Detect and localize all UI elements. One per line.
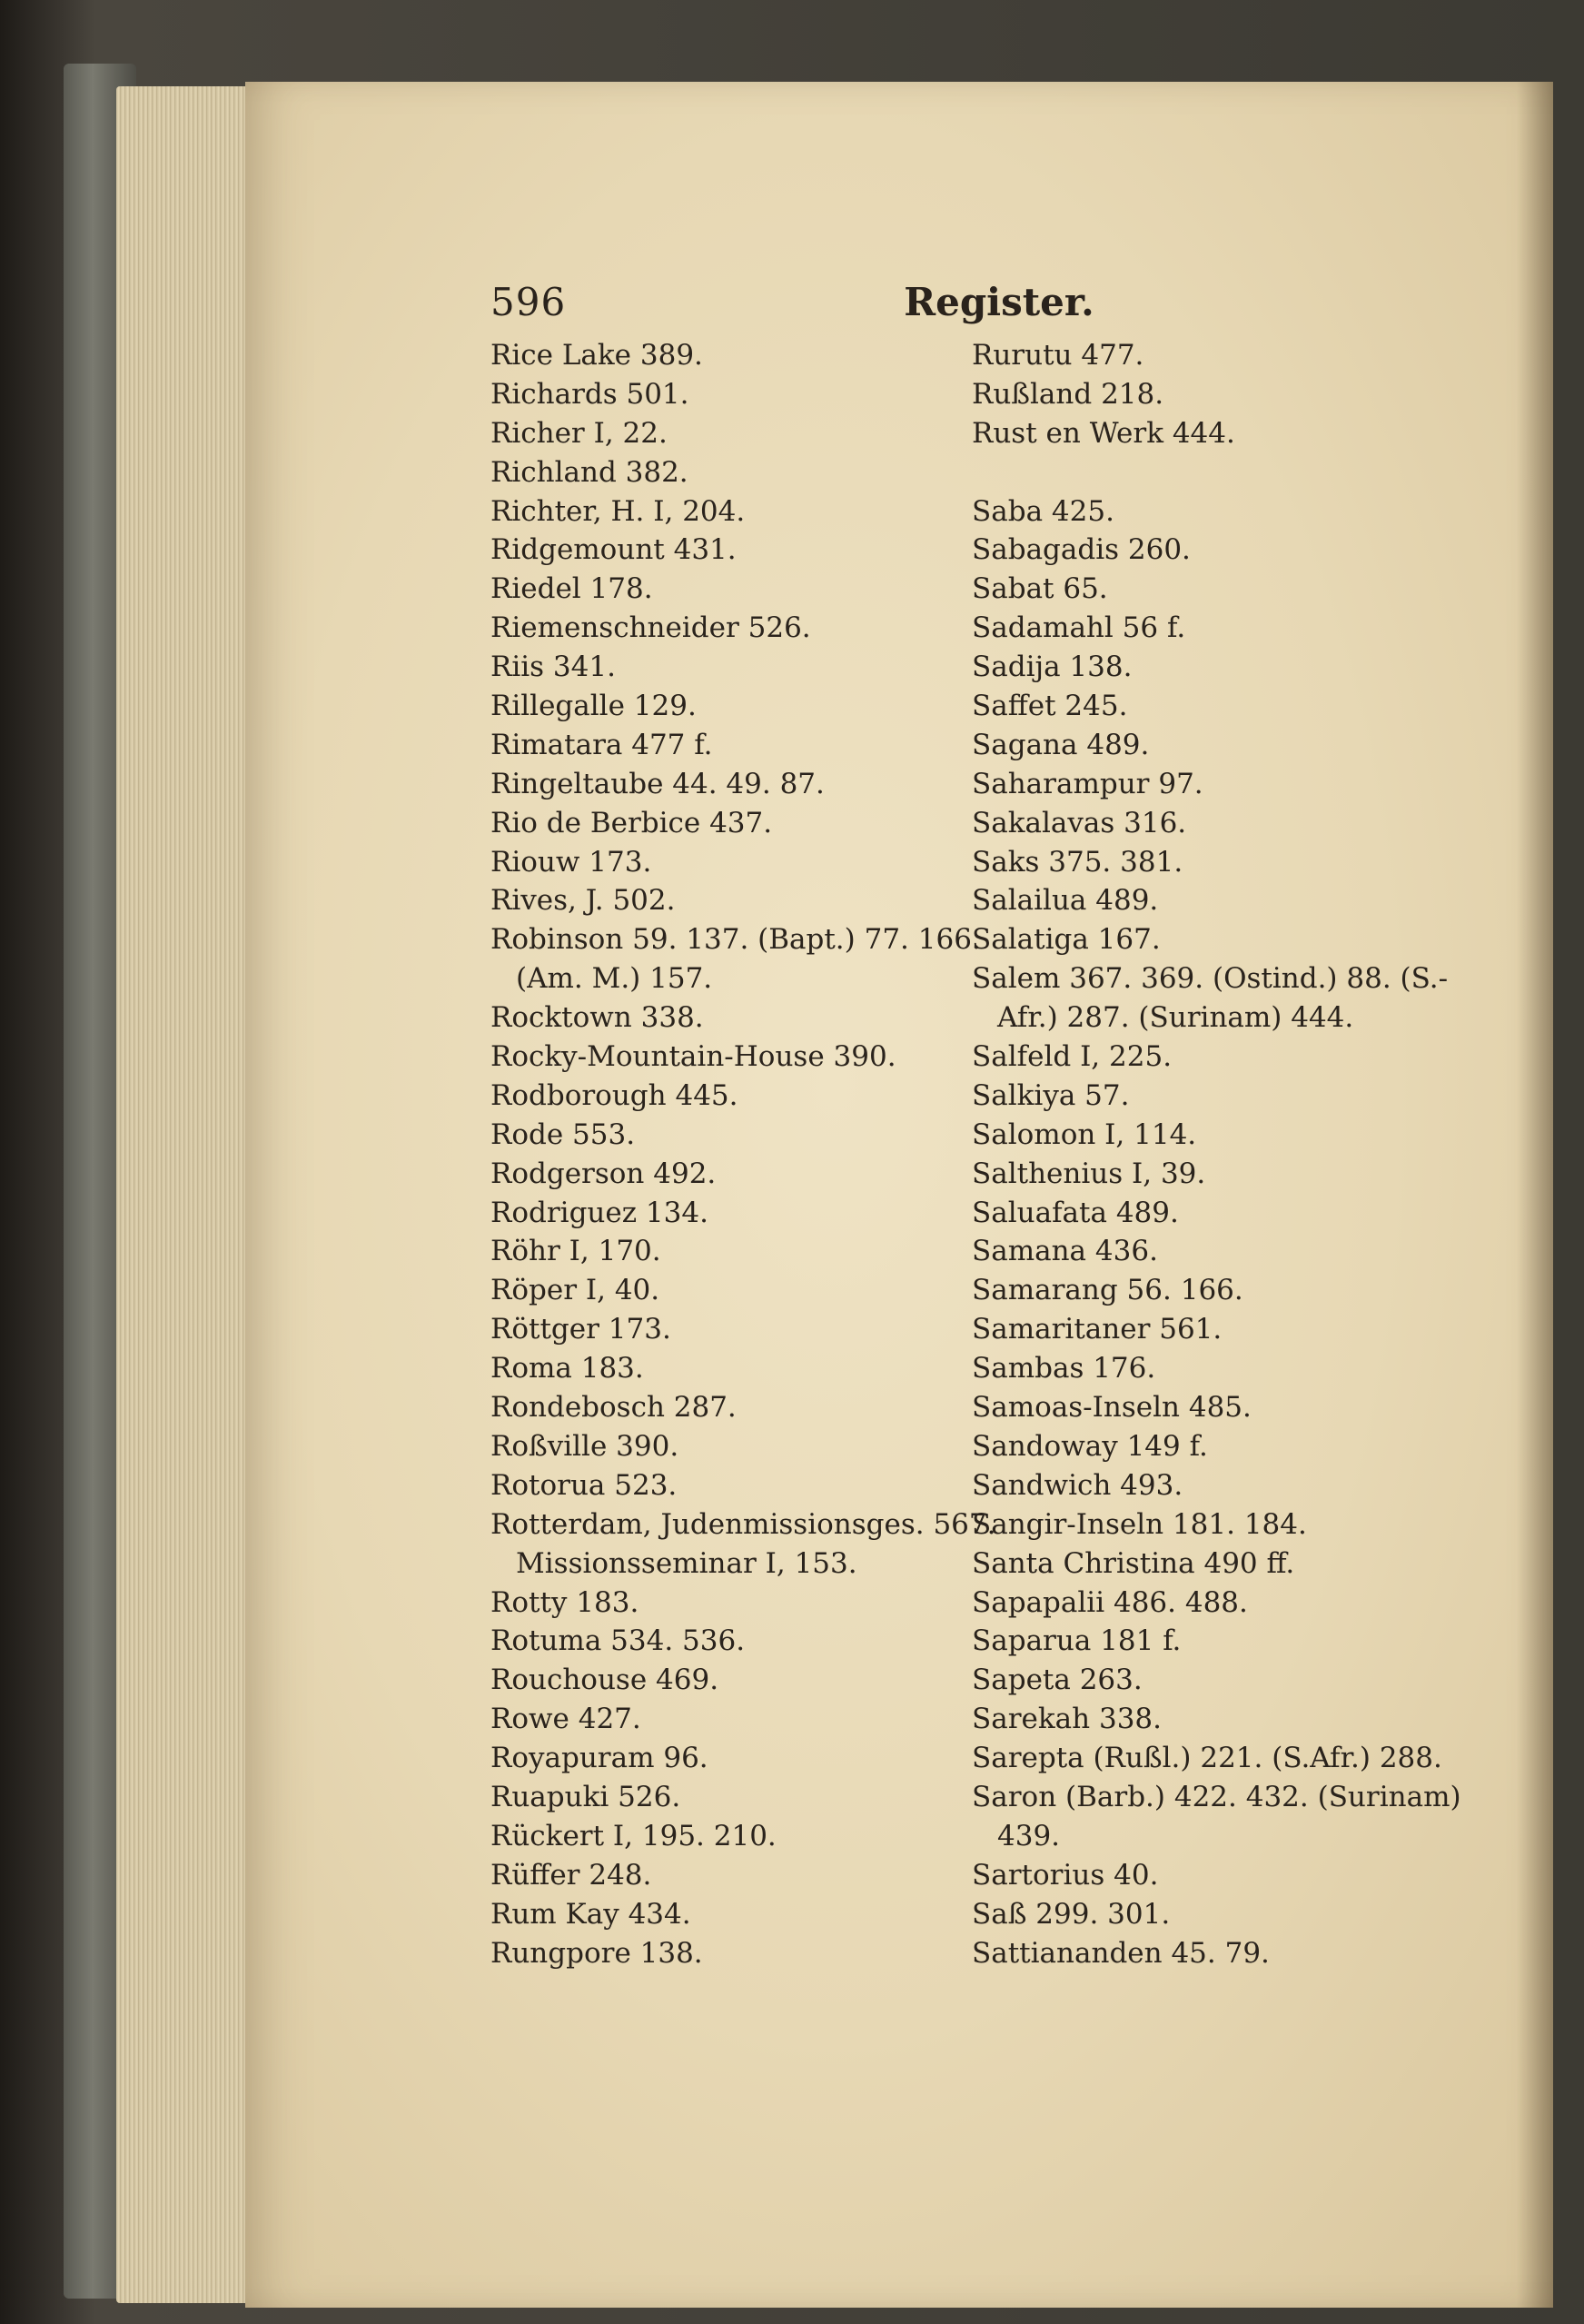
index-entry: Rocky-Mountain-House 390.	[490, 1040, 896, 1074]
index-entry: Rust en Werk 444.	[972, 416, 1235, 450]
index-entry: Roßville 390.	[490, 1429, 679, 1463]
index-entry: Rouchouse 469.	[490, 1664, 719, 1697]
index-entry: Riedel 178.	[490, 572, 653, 606]
index-entry: Saffet 245.	[972, 690, 1128, 723]
index-entry: Sabat 65.	[972, 572, 1108, 606]
page-number: 596	[490, 280, 567, 324]
index-entry: Samana 436.	[972, 1235, 1158, 1268]
index-entry: Rives, J. 502.	[490, 884, 676, 918]
index-entry: Riis 341.	[490, 651, 616, 684]
index-entry: Salthenius I, 39.	[972, 1157, 1206, 1190]
index-entry: Salatiga 167.	[972, 923, 1161, 957]
index-entry: Riemenschneider 526.	[490, 611, 811, 645]
index-entry: Rice Lake 389.	[490, 339, 703, 372]
index-entry: Missionsseminar I, 153.	[516, 1546, 857, 1580]
index-entry: Royapuram 96.	[490, 1742, 708, 1775]
index-entry: Sartorius 40.	[972, 1858, 1159, 1892]
index-entry: Sapeta 263.	[972, 1664, 1143, 1697]
index-entry: Rode 553.	[490, 1117, 636, 1151]
index-entry: Rimatara 477 f.	[490, 728, 713, 761]
index-entry: Saba 425.	[972, 494, 1114, 528]
index-entry: Samoas-Inseln 485.	[972, 1391, 1252, 1425]
index-entry: Rum Kay 434.	[490, 1897, 691, 1931]
index-entry: Sarepta (Rußl.) 221. (S.Afr.) 288.	[972, 1742, 1442, 1775]
index-entry: Rotterdam, Judenmissionsges. 567.	[490, 1507, 996, 1541]
index-entry: Rodriguez 134.	[490, 1196, 708, 1229]
running-head: Register.	[904, 280, 1094, 324]
index-entry: Sambas 176.	[972, 1352, 1156, 1385]
index-entry: Rillegalle 129.	[490, 690, 697, 723]
index-entry: Sagana 489.	[972, 728, 1150, 761]
index-entry: Santa Christina 490 ff.	[972, 1546, 1295, 1580]
index-entry: Sandoway 149 f.	[972, 1429, 1208, 1463]
index-column-right	[972, 336, 1517, 1972]
index-entry: Sangir-Inseln 181. 184.	[972, 1507, 1307, 1541]
index-entry: Rocktown 338.	[490, 1001, 704, 1035]
index-entry: Sabagadis 260.	[972, 533, 1191, 567]
index-entry: Ridgemount 431.	[490, 533, 737, 567]
index-entry: Saluafata 489.	[972, 1196, 1179, 1229]
index-entry: Richer I, 22.	[490, 416, 668, 450]
page-edges	[116, 86, 262, 2303]
index-entry: Rotty 183.	[490, 1585, 639, 1619]
index-column-left	[490, 336, 999, 1972]
index-entry: Röper I, 40.	[490, 1274, 660, 1307]
index-entry	[972, 453, 1517, 492]
index-entry: Rußland 218.	[972, 377, 1164, 411]
index-entry: Rüffer 248.	[490, 1858, 652, 1892]
index-entry: Rio de Berbice 437.	[490, 806, 773, 839]
index-entry: Sandwich 493.	[972, 1468, 1183, 1502]
index-entry: Saparua 181 f.	[972, 1624, 1182, 1658]
index-entry: Saß 299. 301.	[972, 1897, 1171, 1931]
index-entry: Saks 375. 381.	[972, 845, 1183, 879]
index-entry: Rurutu 477.	[972, 339, 1144, 372]
index-entry: Sakalavas 316.	[972, 806, 1187, 839]
index-entry: Sattiananden 45. 79.	[972, 1936, 1270, 1970]
book-page	[245, 82, 1553, 2308]
index-entry: Rodgerson 492.	[490, 1157, 717, 1190]
index-entry: Salomon I, 114.	[972, 1117, 1197, 1151]
index-entry: Salailua 489.	[972, 884, 1159, 918]
index-entry: Rungpore 138.	[490, 1936, 703, 1970]
index-entry: Richards 501.	[490, 377, 689, 411]
index-entry: Roma 183.	[490, 1352, 644, 1385]
index-entry: Robinson 59. 137. (Bapt.) 77. 166.	[490, 923, 981, 957]
index-entry: Sarekah 338.	[972, 1703, 1162, 1736]
index-entry: Richland 382.	[490, 455, 688, 489]
gutter-shadow	[1517, 82, 1553, 2308]
index-entry: Röhr I, 170.	[490, 1235, 661, 1268]
index-entry: Salfeld I, 225.	[972, 1040, 1173, 1074]
index-entry: Samaritaner 561.	[972, 1313, 1223, 1346]
index-entry: Rotorua 523.	[490, 1468, 678, 1502]
index-entry: Sadamahl 56 f.	[972, 611, 1186, 645]
index-entry: Rondebosch 287.	[490, 1391, 737, 1425]
index-entry: Afr.) 287. (Surinam) 444.	[997, 1001, 1354, 1035]
index-entry: Sapapalii 486. 488.	[972, 1585, 1248, 1619]
index-entry: Saharampur 97.	[972, 767, 1203, 800]
index-entry: Samarang 56. 166.	[972, 1274, 1243, 1307]
index-entry: Rotuma 534. 536.	[490, 1624, 746, 1658]
index-entry: Rodborough 445.	[490, 1078, 738, 1112]
index-entry: Rückert I, 195. 210.	[490, 1819, 777, 1852]
index-entry: Saron (Barb.) 422. 432. (Surinam)	[972, 1780, 1461, 1813]
index-entry: 439.	[997, 1819, 1061, 1852]
index-entry: Ringeltaube 44. 49. 87.	[490, 767, 825, 800]
index-entry: Röttger 173.	[490, 1313, 671, 1346]
index-entry: Richter, H. I, 204.	[490, 494, 746, 528]
index-entry: Rowe 427.	[490, 1703, 641, 1736]
index-entry: Ruapuki 526.	[490, 1780, 681, 1813]
index-entry: Salem 367. 369. (Ostind.) 88. (S.-	[972, 962, 1449, 996]
index-entry: Riouw 173.	[490, 845, 652, 879]
index-entry: (Am. M.) 157.	[516, 962, 713, 996]
index-entry: Sadija 138.	[972, 651, 1133, 684]
index-entry: Salkiya 57.	[972, 1078, 1130, 1112]
